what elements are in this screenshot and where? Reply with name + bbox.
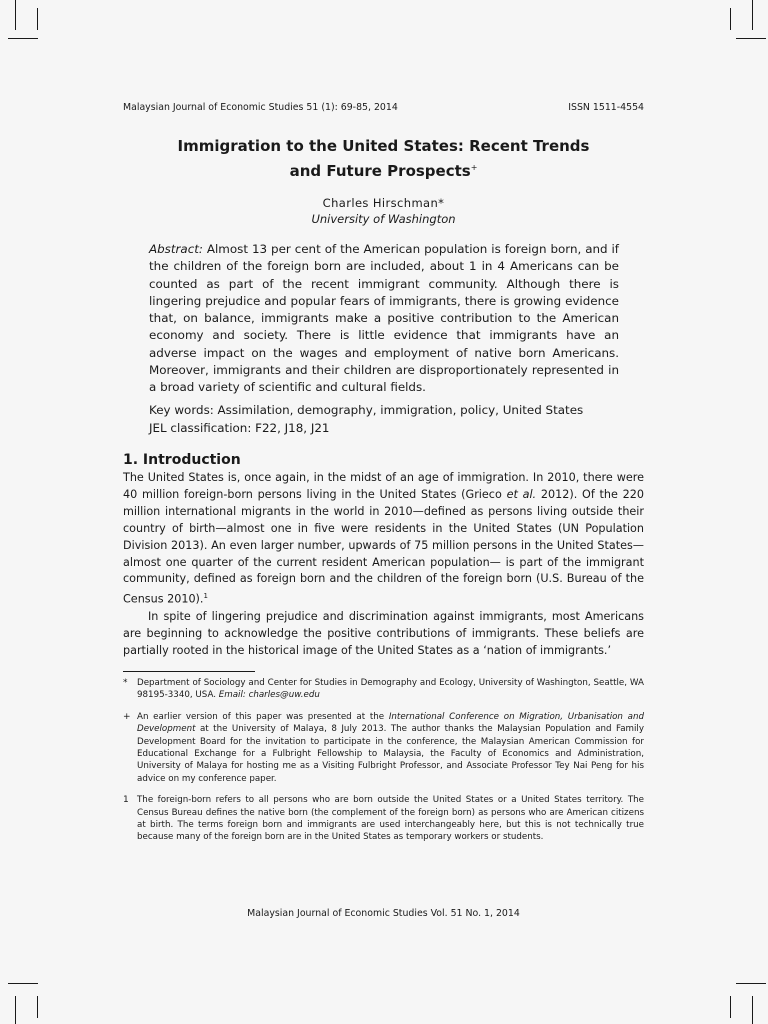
p1-footnote-ref: 1 xyxy=(203,592,208,601)
abstract xyxy=(149,241,619,397)
author-name: Charles Hirschman* xyxy=(322,196,445,210)
crop-mark-top-left-v1 xyxy=(15,0,16,30)
crop-mark-bottom-right-v2 xyxy=(752,996,753,1024)
abstract-text: Almost 13 per cent of the American population is foreign born, and if the children of the foreign born are included, about 1 in 4 Americans can be counted as part of the recent immigrant community. Although there is lingering prejudice and popular fears of immigrants, there is growing evidence that, on balance, immigrants make a positive contribution to the American economy and society. There is little evidence that immigrants have an adverse impact on the wages and employment of native born Americans. Moreover, immigrants and their children are disproportionately represented in a broad variety of scientific and cultural fields. xyxy=(149,242,619,395)
footnote-definition xyxy=(123,794,644,844)
p1-et-al: et al. xyxy=(506,487,537,501)
author-block xyxy=(123,195,644,227)
p1-text-start: The United States is, once again, in the midst of an age of immigration. In 2010, there were 40 million foreign-born persons living in the United States (Grieco xyxy=(123,471,644,501)
footnotes xyxy=(123,677,644,853)
paragraph-2: In spite of lingering prejudice and discrimination against immigrants, most Americans are beginning to acknowledge the positive contributions of immigrants. These beliefs are partially rooted in the historical image of the United States as a ‘nation of immigrants.’ xyxy=(123,609,644,657)
footnote-acknowledgement xyxy=(123,711,644,785)
crop-mark-bottom-right-v1 xyxy=(730,996,731,1018)
crop-mark-bottom-left-h xyxy=(8,983,38,984)
abstract-label: Abstract: xyxy=(149,242,203,256)
footnote-author-text xyxy=(137,677,644,702)
crop-mark-top-left-h xyxy=(8,38,38,39)
footnote-mark-star: * xyxy=(123,678,128,688)
footnote-mark-plus: + xyxy=(123,711,131,722)
title-line-2-text: and Future Prospects xyxy=(289,162,471,180)
section-heading: 1. Introduction xyxy=(123,452,241,468)
footnote-author-affiliation: Department of Sociology and Center for Studies in Demography and Ecology, University of Washington, Seattle, WA 98195-3340, USA. xyxy=(137,678,644,701)
footnote-acknowledgement-text xyxy=(137,711,644,785)
footnote-email: charles@uw.edu xyxy=(248,690,320,701)
title-line-2 xyxy=(123,157,644,182)
title-footnote-mark: + xyxy=(470,163,478,172)
fn2-text-end: at the University of Malaya, 8 July 2013. The author thanks the Malaysian Population and Family Development Board for the invitation to participate in the conference, the Malaysian American Commission for Educational Exchange for a Fulbright Fellowship to Malaysia, the Faculty of Economics and Administration, University of Malaya for hosting me as a Visiting Fulbright Professor, and Associate Professor Tey Nai Peng for his advice on my conference paper. xyxy=(137,724,644,784)
p1-text-end: 2012). Of the 220 million international migrants in the world in 2010—defined as persons living outside their country of birth—almost one in five were residents in the United States (UN Population Division 2013). An even larger number, upwards of 75 million persons in the United States—almost one quarter of the current resident American population— is part of the immigrant community, defined as foreign born and the children of the foreign born (U.S. Bureau of the Census 2010). xyxy=(123,487,644,607)
footnote-mark-1: 1 xyxy=(123,795,129,806)
paragraph-1 xyxy=(123,470,644,609)
title-line-1: Immigration to the United States: Recent Trends xyxy=(177,137,590,155)
crop-mark-top-right-v2 xyxy=(752,0,753,30)
footnote-definition-text: The foreign-born refers to all persons who are born outside the United States or a United States territory. The Census Bureau defines the native born (the complement of the foreign born) as persons who are American citizens at birth. The terms foreign born and immigrants are used interchangeably here, but this is not technically true because many of the foreign born are in the United States as temporary workers or students. xyxy=(137,795,644,843)
crop-mark-bottom-left-v2 xyxy=(37,996,38,1018)
fn2-conference-name: International Conference on Migration, Urbanisation and Development xyxy=(137,711,645,735)
footnote-author xyxy=(123,677,644,702)
keywords-block xyxy=(149,402,619,437)
keywords-line: Key words: Assimilation, demography, immigration, policy, United States xyxy=(149,403,584,417)
issn: ISSN 1511-4554 xyxy=(568,102,644,113)
jel-classification: JEL classification: F22, J18, J21 xyxy=(149,420,330,435)
page-footer: Malaysian Journal of Economic Studies Vol. 51 No. 1, 2014 xyxy=(247,908,520,919)
author-affiliation: University of Washington xyxy=(311,212,456,226)
crop-mark-top-left-v2 xyxy=(37,8,38,30)
running-header xyxy=(123,102,644,113)
journal-citation: Malaysian Journal of Economic Studies 51 (1): 69-85, 2014 xyxy=(123,102,398,113)
fn2-text-start: An earlier version of this paper was presented at the xyxy=(137,711,389,722)
section-body xyxy=(123,470,644,660)
crop-mark-bottom-left-v1 xyxy=(15,996,16,1024)
crop-mark-top-right-v1 xyxy=(730,8,731,30)
footnote-divider xyxy=(123,671,255,672)
article-title xyxy=(123,136,644,182)
footnote-email-label: Email: xyxy=(218,690,246,701)
crop-mark-top-right-h xyxy=(736,38,766,39)
crop-mark-bottom-right-h xyxy=(736,983,766,984)
